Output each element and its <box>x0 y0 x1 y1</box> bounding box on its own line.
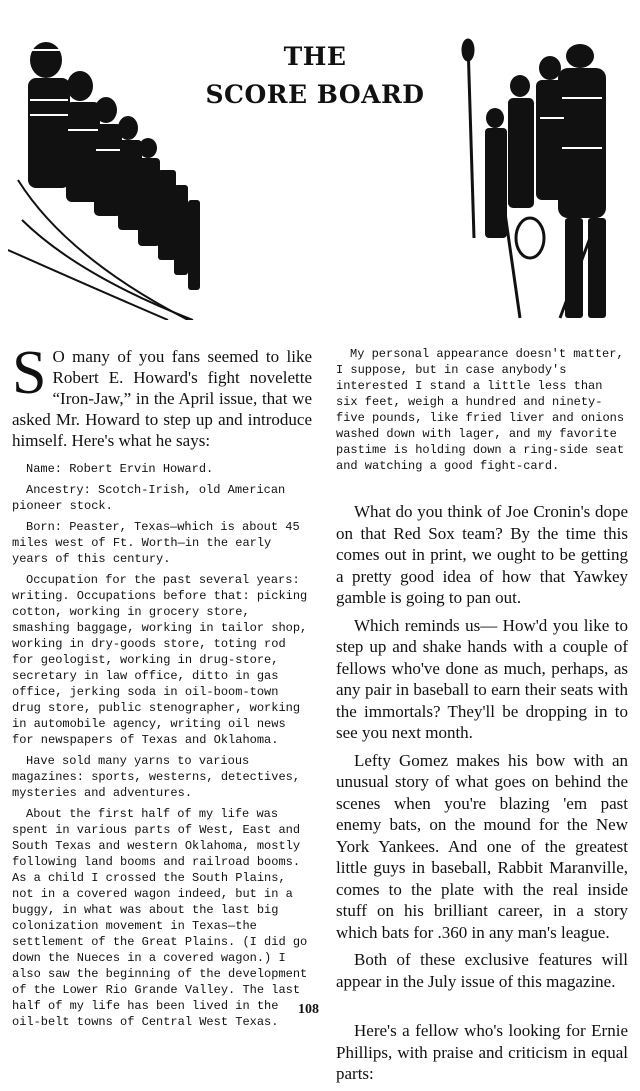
title-line-1: THE <box>283 42 347 71</box>
column-gap <box>336 479 628 501</box>
letter-paragraph: Ancestry: Scotch-Irish, old American pioneer stock. <box>12 483 286 513</box>
letter-continued: My personal appearance doesn't matter, I suppose, but in case anybody's interested I stand a little less than six feet, weigh a hundred and ninety-five pounds, like fried liver and onions washed down with lager, and my favorite pastime is holding down a ring-side seat and watching a good fight-card. <box>336 347 625 473</box>
letter-paragraph: Born: Peaster, Texas—which is about 45 miles west of Ft. Worth—in the early years of this century. <box>12 520 300 566</box>
letter-paragraph: Occupation for the past several years: writing. Occupations before that: picking cotton, working in grocery store, smashing baggage, working in tailor shop, working in dry-goods store, toting rod for geologist, working in drug-store, secretary in law office, ditto in gas office, jerking soda in oil-boom-town drug store, public stenographer, working in automobile agency, writing oil news for newspapers of Texas and Oklahoma. <box>12 573 308 747</box>
howard-letter <box>12 461 312 1030</box>
letter-paragraph: Name: Robert Ervin Howard. <box>26 462 214 476</box>
page-title <box>200 38 430 114</box>
body-paragraph: Both of these exclusive features will appear in the July issue of this magazine. <box>336 950 628 991</box>
body-paragraph: Here's a fellow who's looking for Ernie Phillips, with praise and criticism in equal parts: <box>336 1021 628 1083</box>
left-column <box>12 339 312 1035</box>
intro-text: O many of you fans seemed to like Robert E. Howard's fight novelette “Iron-Jaw,” in the April issue, that we asked Mr. Howard to step up and introduce himself. Here's what he says: <box>12 347 312 450</box>
body-paragraph: Lefty Gomez makes his bow with an unusual story of what goes on behind the scenes when you're blazing 'em past enemy bats, on the mound for the New York Yankees. And one of the greatest little guys in baseball, Rabbit Maranville, comes to the plate with the real inside stuff on his brilliant career, in a story which bats for .360 in any man's league. <box>336 750 628 942</box>
drop-cap: S <box>12 339 47 407</box>
intro-paragraph <box>12 339 312 451</box>
page-number: 108 <box>298 1002 319 1017</box>
body-paragraph: What do you think of Joe Cronin's dope on that Red Sox team? By the time this comes out in print, we ought to be getting a pretty good idea of how that Yawkey gamble is going to pan out. <box>336 502 628 607</box>
header <box>0 0 640 330</box>
letter-paragraph: Have sold many yarns to various magazines: sports, westerns, detectives, mysteries and adventures. <box>12 754 301 800</box>
column-gap <box>336 998 628 1020</box>
right-column <box>336 346 628 1091</box>
baseball-rowing-tennis-players-illustration <box>440 38 630 320</box>
letter-paragraph: About the first half of my life was spent in various parts of West, East and South Texas and western Oklahoma, mostly following land booms and railroad booms. As a child I crossed the South Plains, not in a covered wagon indeed, but in a buggy, in what was about the last big colonization movement in Texas—the settlement of the Great Plains. (I did go down the Nueces in a covered wagon.) I also saw the beginning of the development of the Lower Rio Grande Valley. The last half of my life has been lived in the oil-belt towns of Central West Texas. <box>12 807 308 1029</box>
football-players-illustration <box>8 20 208 320</box>
title-line-2: SCORE BOARD <box>205 80 425 109</box>
body-paragraph: Which reminds us— How'd you like to step up and shake hands with a couple of fellows who've done as much, perhaps, as any pair in baseball to earn their seats with the immortals? They'll be dropping in to see you next month. <box>336 615 628 742</box>
